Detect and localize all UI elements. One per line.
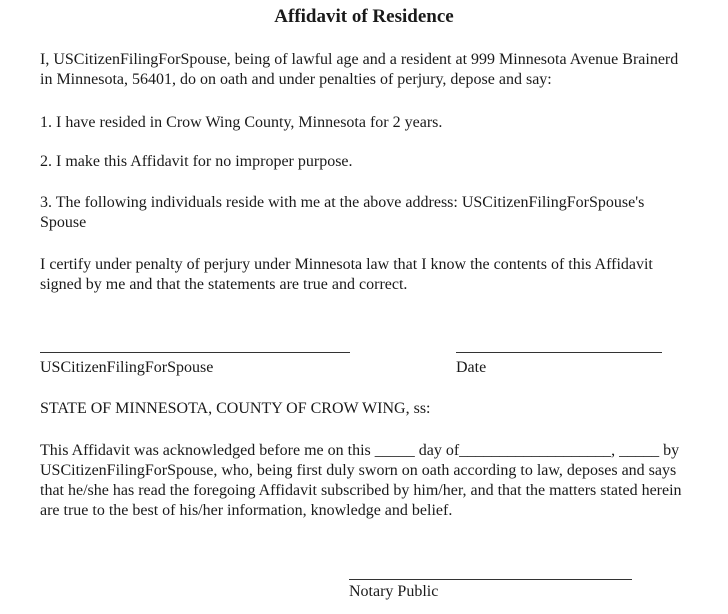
certification-paragraph: I certify under penalty of perjury under Minnesota law that I know the contents of this Affidavit signed by me and that the statements are true and correct.: [40, 256, 653, 293]
statement-item-1: 1. I have resided in Crow Wing County, Minnesota for 2 years.: [40, 114, 443, 131]
affiant-name-label: USCitizenFilingForSpouse: [40, 359, 214, 376]
document-title: Affidavit of Residence: [274, 6, 454, 27]
acknowledgment-paragraph: This Affidavit was acknowledged before me on this _____ day of___________________, _____ by USCitizenFilingForSpouse, who, being first duly sworn on oath according to law, deposes and says that he/she has read the foregoing Affidavit subscribed by him/her, and that the matters stated herein are true to the best of his/her information, knowledge and belief.: [40, 442, 682, 519]
date-label: Date: [456, 359, 487, 376]
venue-line: STATE OF MINNESOTA, COUNTY OF CROW WING, ss:: [40, 400, 431, 417]
statement-item-2: 2. I make this Affidavit for no improper purpose.: [40, 153, 353, 170]
statement-item-3: 3. The following individuals reside with me at the above address: USCitizenFilingForSpouse's Spouse: [40, 194, 645, 231]
intro-paragraph: I, USCitizenFilingForSpouse, being of lawful age and a resident at 999 Minnesota Avenue Brainerd in Minnesota, 56401, do on oath and under penalties of perjury, depose and say:: [40, 51, 679, 88]
notary-signature-line: [349, 579, 632, 580]
affiant-signature-line: [40, 352, 350, 353]
date-signature-line: [456, 352, 662, 353]
notary-public-label: Notary Public: [349, 583, 439, 600]
